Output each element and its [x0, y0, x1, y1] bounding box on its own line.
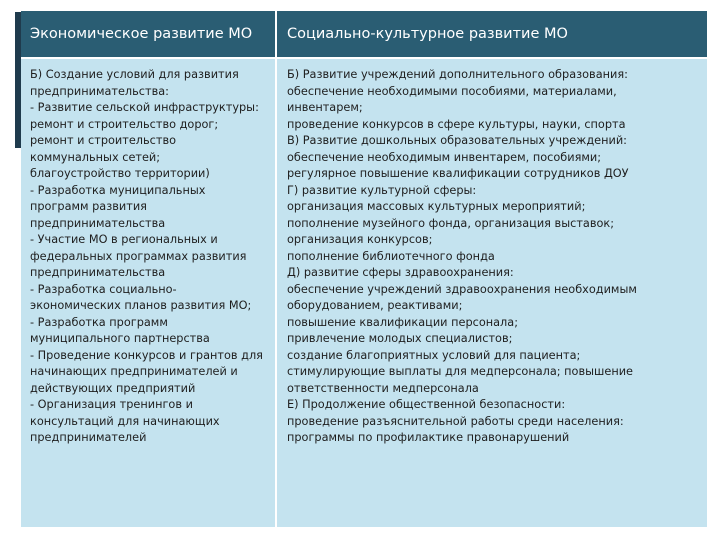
cell-text-line: организация массовых культурных мероприятий;: [287, 200, 586, 213]
cell-text-line: консультаций для начинающих: [30, 414, 220, 428]
cell-text-line: стимулирующие выплаты для медперсонала; повышение: [287, 365, 634, 378]
cell-text-line: обеспечение необходимыми пособиями, материалами,: [287, 84, 617, 98]
development-table: [21, 11, 707, 527]
cell-text-line: действующих предприятий: [30, 381, 196, 395]
header-social-cultural-development: Социально-культурное развитие МО: [275, 11, 707, 57]
cell-text-line: муниципального партнерства: [30, 332, 210, 345]
cell-text-line: оборудованием, реактивами;: [287, 299, 463, 312]
cell-text-line: Б) Развитие учреждений дополнительного образования:: [287, 68, 628, 81]
cell-text-line: обеспечение учреждений здравоохранения необходимым: [287, 282, 637, 296]
cell-text-line: пополнение библиотечного фонда: [287, 249, 495, 263]
cell-text-line: коммунальных сетей;: [30, 150, 161, 164]
cell-text-line: проведение разъяснительной работы среди населения:: [287, 414, 624, 428]
cell-text-line: ответственности медперсонала: [287, 381, 479, 395]
cell-text-line: - Развитие сельской инфраструктуры:: [30, 101, 259, 114]
cell-text-line: Е) Продолжение общественной безопасности:: [287, 398, 566, 411]
cell-text-line: создание благоприятных условий для пациента;: [287, 348, 581, 362]
cell-text-line: - Проведение конкурсов и грантов для: [30, 348, 263, 362]
cell-text-line: предпринимателей: [30, 431, 147, 444]
cell-text-line: - Разработка социально-: [30, 282, 177, 296]
cell-text-line: предпринимательства:: [30, 84, 169, 98]
cell-text-line: Д) развитие сферы здравоохранения:: [287, 266, 514, 279]
cell-text-line: организация конкурсов;: [287, 233, 433, 246]
cell-text-line: В) Развитие дошкольных образовательных учреждений:: [287, 134, 627, 147]
cell-text-line: программы по профилактике правонарушений: [287, 431, 570, 444]
social-cultural-development-cell: [275, 59, 707, 527]
cell-text-line: - Разработка муниципальных: [30, 183, 206, 197]
cell-text-line: обеспечение необходимым инвентарем, пособиями;: [287, 150, 602, 164]
cell-text-line: - Организация тренингов и: [30, 398, 193, 411]
cell-text-line: предпринимательства: [30, 216, 166, 230]
cell-text-line: регулярное повышение квалификации сотрудников ДОУ: [287, 167, 629, 180]
cell-text-line: федеральных программах развития: [30, 249, 247, 263]
economic-development-cell: [21, 59, 275, 527]
cell-text-line: повышение квалификации персонала;: [287, 315, 518, 329]
cell-text-line: программ развития: [30, 200, 147, 213]
cell-text-line: ремонт и строительство дорог;: [30, 117, 219, 131]
cell-text-line: Б) Создание условий для развития: [30, 68, 239, 81]
cell-text-line: Г) развитие культурной сферы:: [287, 183, 477, 197]
cell-text-line: - Разработка программ: [30, 315, 168, 329]
cell-text-line: экономических планов развития МО;: [30, 299, 252, 312]
table-header-row: [21, 11, 707, 57]
cell-text-line: благоустройство территории): [30, 167, 210, 180]
cell-text-line: пополнение музейного фонда, организация выставок;: [287, 216, 615, 230]
table-body-row: [21, 59, 707, 527]
cell-text-line: - Участие МО в региональных и: [30, 233, 218, 246]
header-economic-development: Экономическое развитие МО: [30, 26, 253, 42]
cell-text-line: проведение конкурсов в сфере культуры, науки, спорта: [287, 117, 626, 131]
cell-text-line: ремонт и строительство: [30, 134, 177, 147]
cell-text-line: начинающих предпринимателей и: [30, 365, 238, 378]
cell-text-line: предпринимательства: [30, 266, 166, 279]
cell-text-line: привлечение молодых специалистов;: [287, 332, 513, 345]
cell-text-line: инвентарем;: [287, 101, 363, 114]
